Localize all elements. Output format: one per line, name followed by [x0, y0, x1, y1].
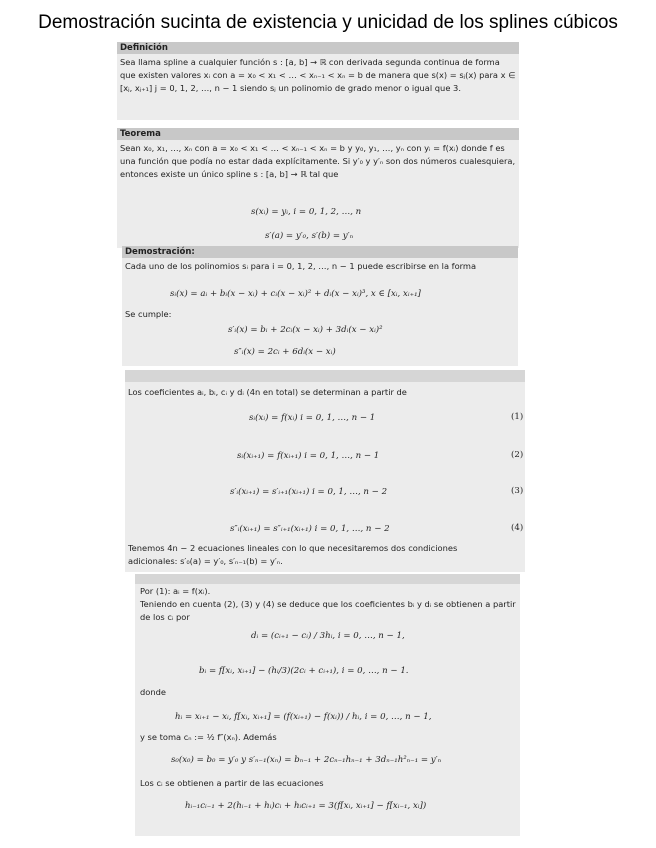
coefficients-box	[125, 370, 525, 572]
coefficients-outro: Tenemos 4n − 2 ecuaciones lineales con lo que necesitaremos dos condiciones adicionales: s′₀(a) = y′₀, s′ₙ₋₁(b) = y′ₙ.	[128, 543, 458, 566]
theorem-header: Teorema	[117, 128, 519, 140]
coefficients-equation-1-number: (1)	[511, 412, 524, 422]
proof-equation-polynomial: sᵢ(x) = aᵢ + bᵢ(x − xᵢ) + cᵢ(x − xᵢ)² + dᵢ(x − xᵢ)³, x ∈ [xᵢ, xᵢ₊₁]	[170, 289, 421, 299]
final-paragraph-2: Teniendo en cuenta (2), (3) y (4) se deduce que los coeficientes bᵢ y dᵢ se obtienen a partir de los cᵢ por	[140, 599, 516, 622]
final-equation-s: s₀(x₀) = b₀ = y′₀ y s′ₙ₋₁(xₙ) = bₙ₋₁ + 2cₙ₋₁hₙ₋₁ + 3dₙ₋₁h²ₙ₋₁ = y′ₙ	[171, 755, 442, 765]
coefficients-equation-2: sᵢ(xᵢ₊₁) = f(xᵢ₊₁) i = 0, 1, …, n − 1	[237, 451, 380, 461]
coefficients-intro: Los coeficientes aᵢ, bᵢ, cᵢ y dᵢ (4n en total) se determinan a partir de	[128, 387, 407, 397]
theorem-equation-interpolation: s(xᵢ) = yᵢ, i = 0, 1, 2, …, n	[251, 207, 362, 217]
definition-box	[117, 42, 519, 120]
proof-header: Demostración:	[122, 246, 518, 258]
final-equation-h: hᵢ = xᵢ₊₁ − xᵢ, f[xᵢ, xᵢ₊₁] = (f(xᵢ₊₁) − f(xᵢ)) / hᵢ, i = 0, …, n − 1,	[175, 712, 432, 722]
proof-intro: Cada uno de los polinomios sᵢ para i = 0, 1, 2, …, n − 1 puede escribirse en la forma	[125, 261, 477, 271]
final-donde-label: donde	[140, 687, 166, 697]
final-equation-b: bᵢ = f[xᵢ, xᵢ₊₁] − (hᵢ/3)(2cᵢ + cᵢ₊₁), i = 0, …, n − 1.	[199, 666, 409, 676]
final-equation-c: hᵢ₋₁cᵢ₋₁ + 2(hᵢ₋₁ + hᵢ)cᵢ + hᵢcᵢ₊₁ = 3(f[xᵢ, xᵢ₊₁] − f[xᵢ₋₁, xᵢ])	[185, 801, 427, 811]
final-top-band	[135, 574, 520, 584]
theorem-equation-boundary: s′(a) = y′₀, s′(b) = y′ₙ	[265, 231, 354, 241]
final-paragraph-3: y se toma cₙ := ½ f″(xₙ). Además	[140, 732, 277, 742]
final-box	[135, 574, 520, 836]
final-paragraph-4: Los cᵢ se obtienen a partir de las ecuaciones	[140, 778, 324, 788]
coefficients-equation-4-number: (4)	[511, 523, 524, 533]
proof-equation-second-derivative: s″ᵢ(x) = 2cᵢ + 6dᵢ(x − xᵢ)	[234, 347, 336, 357]
coefficients-equation-2-number: (2)	[511, 450, 524, 460]
definition-header: Definición	[117, 42, 519, 54]
coefficients-equation-1: sᵢ(xᵢ) = f(xᵢ) i = 0, 1, …, n − 1	[249, 413, 376, 423]
final-paragraph-1: Por (1): aᵢ = f(xᵢ).	[140, 586, 211, 596]
coefficients-equation-3-number: (3)	[511, 486, 524, 496]
coefficients-top-band	[125, 370, 525, 382]
final-equation-d: dᵢ = (cᵢ₊₁ − cᵢ) / 3hᵢ, i = 0, …, n − 1,	[251, 631, 405, 641]
proof-cumple-label: Se cumple:	[125, 309, 172, 319]
theorem-box	[117, 128, 519, 248]
coefficients-equation-4: s″ᵢ(xᵢ₊₁) = s″ᵢ₊₁(xᵢ₊₁) i = 0, 1, …, n − 2	[230, 524, 390, 534]
theorem-text: Sean x₀, x₁, …, xₙ con a = x₀ < x₁ < … < xₙ₋₁ < xₙ = b y y₀, y₁, …, yₙ con yᵢ = f(xᵢ) donde f es una función que podía no estar dada explícitamente. Si y′₀ y y′ₙ son dos números cualesquiera, entonces existe un único spline s : [a, b] → ℝ tal que	[120, 143, 516, 179]
proof-equation-first-derivative: s′ᵢ(x) = bᵢ + 2cᵢ(x − xᵢ) + 3dᵢ(x − xᵢ)²	[228, 325, 383, 335]
coefficients-equation-3: s′ᵢ(xᵢ₊₁) = s′ᵢ₊₁(xᵢ₊₁) i = 0, 1, …, n − 2	[230, 487, 388, 497]
proof-box	[122, 246, 518, 366]
definition-text: Sea llama spline a cualquier función s : [a, b] → ℝ con derivada segunda continua de forma que existen valores xᵢ con a = x₀ < x₁ < … < xₙ₋₁ < xₙ = b de manera que s(x) = sⱼ(x) para x ∈ [xⱼ, xⱼ₊₁] j = 0, 1, 2, …, n − 1 siendo sⱼ un polinomio de grado menor o igual que 3.	[120, 57, 516, 93]
page-title: Demostración sucinta de existencia y unicidad de los splines cúbicos	[38, 12, 618, 33]
